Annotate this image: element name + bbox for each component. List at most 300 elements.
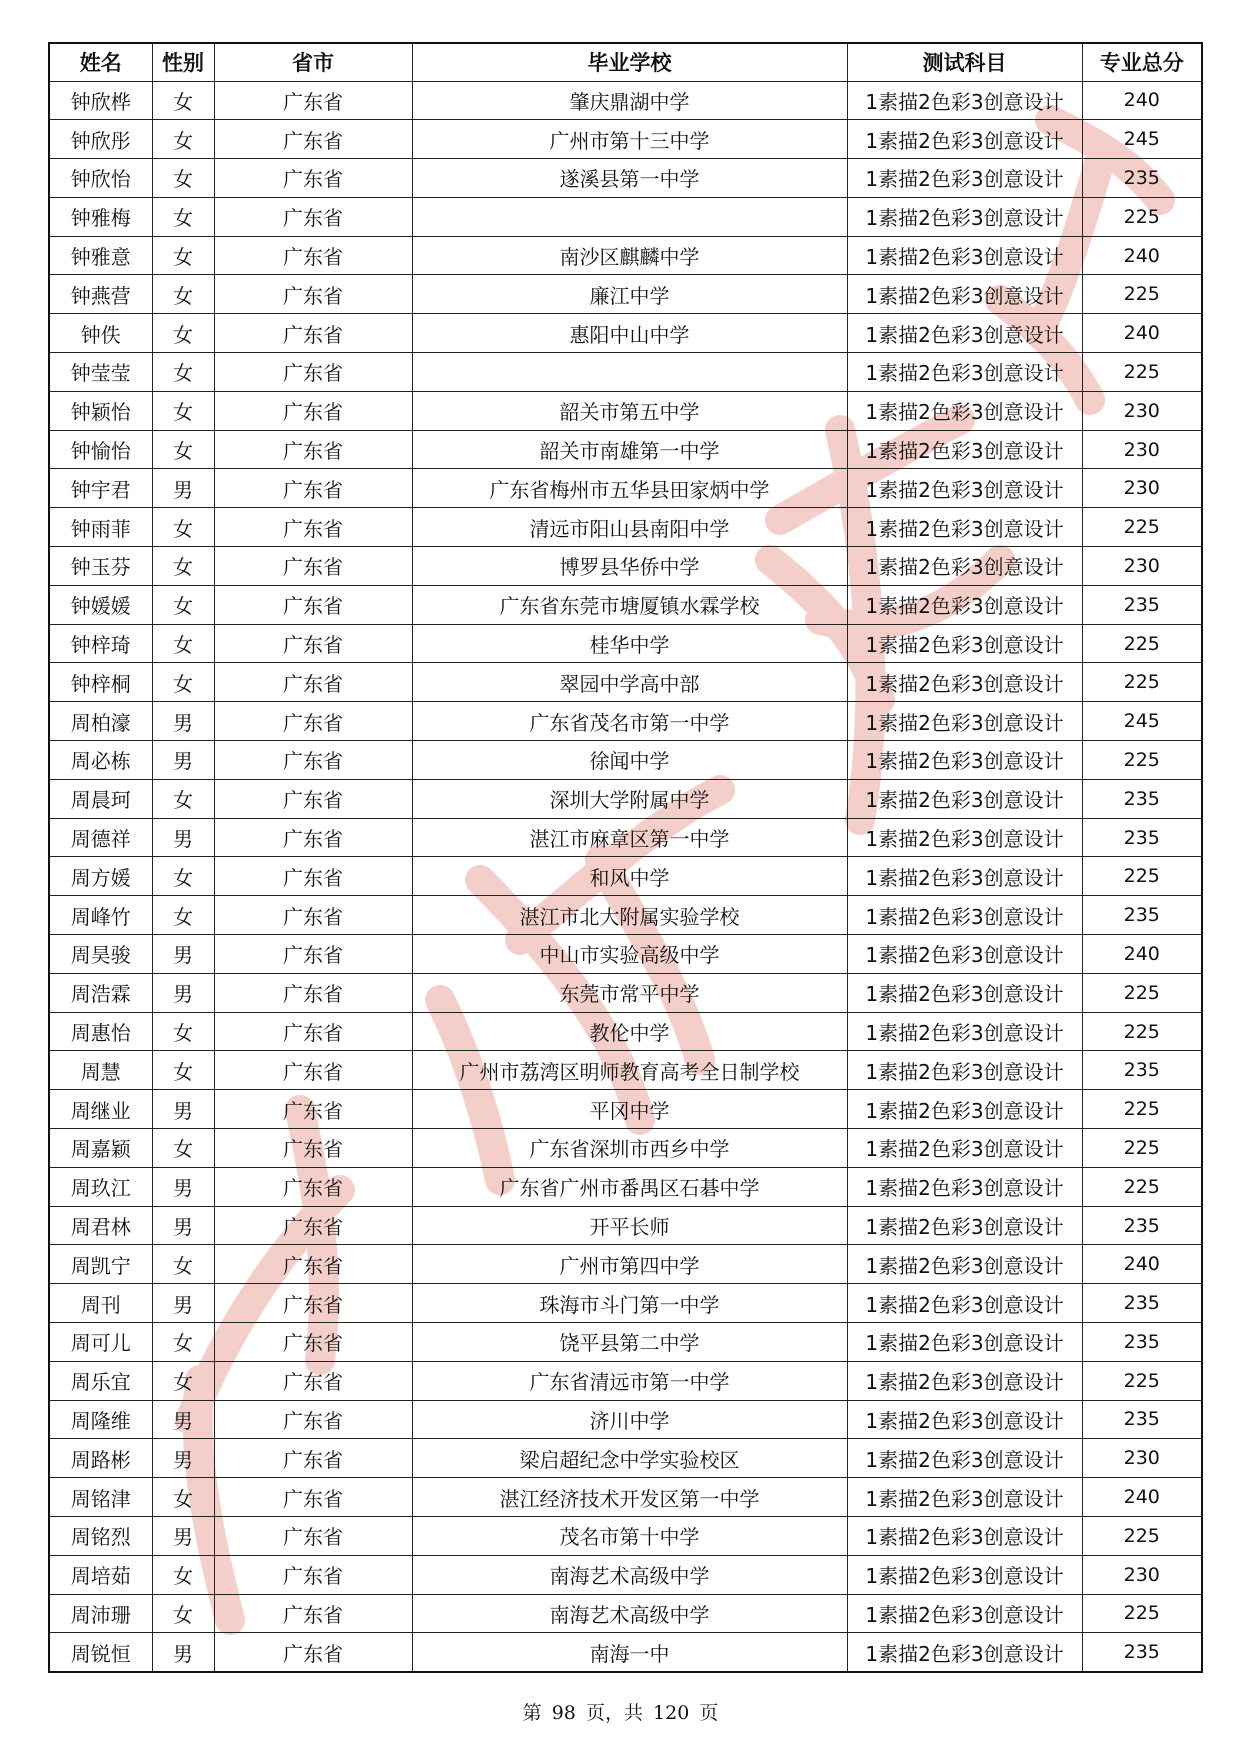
cell-province: 广东省 (214, 81, 412, 120)
cell-province: 广东省 (214, 1361, 412, 1400)
cell-gender: 女 (152, 896, 214, 935)
cell-name: 周柏濠 (49, 702, 152, 741)
cell-subjects: 1素描2色彩3创意设计 (847, 353, 1082, 392)
cell-province: 广东省 (214, 197, 412, 236)
cell-province: 广东省 (214, 663, 412, 702)
table-row (49, 81, 1202, 120)
cell-province: 广东省 (214, 314, 412, 353)
cell-total-score: 225 (1082, 508, 1202, 547)
cell-gender: 女 (152, 508, 214, 547)
cell-province: 广东省 (214, 1245, 412, 1284)
cell-gender: 女 (152, 120, 214, 159)
cell-school: 韶关市南雄第一中学 (412, 430, 847, 469)
table-row (49, 973, 1202, 1012)
cell-province: 广东省 (214, 741, 412, 780)
cell-name: 钟梓桐 (49, 663, 152, 702)
table-row (49, 624, 1202, 663)
cell-gender: 女 (152, 1012, 214, 1051)
cell-school: 广东省东莞市塘厦镇水霖学校 (412, 585, 847, 624)
table-row (49, 469, 1202, 508)
table-row (49, 236, 1202, 275)
cell-province: 广东省 (214, 508, 412, 547)
cell-total-score: 225 (1082, 1594, 1202, 1633)
cell-subjects: 1素描2色彩3创意设计 (847, 1439, 1082, 1478)
table-row (49, 741, 1202, 780)
footer-page-number: 98 (551, 1702, 576, 1724)
page-footer (0, 1698, 1241, 1725)
cell-province: 广东省 (214, 896, 412, 935)
cell-name: 钟宇君 (49, 469, 152, 508)
cell-total-score: 245 (1082, 120, 1202, 159)
cell-gender: 男 (152, 1516, 214, 1555)
cell-subjects: 1素描2色彩3创意设计 (847, 1051, 1082, 1090)
table-row (49, 1284, 1202, 1323)
cell-province: 广东省 (214, 275, 412, 314)
cell-gender: 男 (152, 741, 214, 780)
cell-gender: 男 (152, 469, 214, 508)
cell-name: 周昊骏 (49, 935, 152, 974)
cell-total-score: 225 (1082, 1167, 1202, 1206)
cell-gender: 女 (152, 81, 214, 120)
cell-province: 广东省 (214, 1284, 412, 1323)
table-row (49, 1633, 1202, 1672)
cell-gender: 女 (152, 1245, 214, 1284)
table-row (49, 547, 1202, 586)
table-row (49, 1439, 1202, 1478)
cell-total-score: 225 (1082, 624, 1202, 663)
cell-name: 钟雅意 (49, 236, 152, 275)
table-row (49, 275, 1202, 314)
cell-total-score: 230 (1082, 391, 1202, 430)
cell-name: 周晨珂 (49, 779, 152, 818)
cell-school: 肇庆鼎湖中学 (412, 81, 847, 120)
cell-gender: 女 (152, 159, 214, 198)
cell-total-score: 225 (1082, 1516, 1202, 1555)
cell-name: 钟媛媛 (49, 585, 152, 624)
table-row (49, 663, 1202, 702)
cell-gender: 女 (152, 275, 214, 314)
cell-province: 广东省 (214, 1167, 412, 1206)
cell-school: 桂华中学 (412, 624, 847, 663)
cell-school: 徐闻中学 (412, 741, 847, 780)
cell-name: 周德祥 (49, 818, 152, 857)
table-body (49, 81, 1202, 1672)
cell-school: 中山市实验高级中学 (412, 935, 847, 974)
cell-subjects: 1素描2色彩3创意设计 (847, 469, 1082, 508)
cell-total-score: 240 (1082, 81, 1202, 120)
cell-gender: 女 (152, 430, 214, 469)
cell-total-score: 225 (1082, 197, 1202, 236)
cell-total-score: 225 (1082, 663, 1202, 702)
cell-name: 周路彬 (49, 1439, 152, 1478)
cell-school: 广东省深圳市西乡中学 (412, 1129, 847, 1168)
cell-school: 南海艺术高级中学 (412, 1594, 847, 1633)
table-row (49, 353, 1202, 392)
cell-total-score: 245 (1082, 702, 1202, 741)
table-row (49, 857, 1202, 896)
cell-total-score: 240 (1082, 1478, 1202, 1517)
cell-school: 湛江经济技术开发区第一中学 (412, 1478, 847, 1517)
table-row (49, 159, 1202, 198)
cell-province: 广东省 (214, 1555, 412, 1594)
cell-total-score: 235 (1082, 818, 1202, 857)
cell-school: 东莞市常平中学 (412, 973, 847, 1012)
cell-gender: 男 (152, 818, 214, 857)
table-row (49, 1051, 1202, 1090)
cell-name: 钟雨菲 (49, 508, 152, 547)
cell-school: 湛江市麻章区第一中学 (412, 818, 847, 857)
cell-total-score: 230 (1082, 1555, 1202, 1594)
cell-total-score: 235 (1082, 779, 1202, 818)
table-row (49, 1090, 1202, 1129)
cell-name: 周铭津 (49, 1478, 152, 1517)
cell-school: 清远市阳山县南阳中学 (412, 508, 847, 547)
cell-name: 周君林 (49, 1206, 152, 1245)
cell-name: 周继业 (49, 1090, 152, 1129)
cell-name: 钟梓琦 (49, 624, 152, 663)
cell-province: 广东省 (214, 120, 412, 159)
cell-name: 周锐恒 (49, 1633, 152, 1672)
header-subjects: 测试科目 (847, 43, 1082, 81)
cell-province: 广东省 (214, 702, 412, 741)
cell-school: 翠园中学高中部 (412, 663, 847, 702)
cell-gender: 女 (152, 624, 214, 663)
cell-name: 周方媛 (49, 857, 152, 896)
cell-total-score: 235 (1082, 896, 1202, 935)
cell-school: 广州市第四中学 (412, 1245, 847, 1284)
cell-province: 广东省 (214, 935, 412, 974)
cell-school: 珠海市斗门第一中学 (412, 1284, 847, 1323)
table-row (49, 391, 1202, 430)
cell-subjects: 1素描2色彩3创意设计 (847, 508, 1082, 547)
cell-subjects: 1素描2色彩3创意设计 (847, 275, 1082, 314)
cell-gender: 男 (152, 1400, 214, 1439)
header-row (49, 43, 1202, 81)
cell-subjects: 1素描2色彩3创意设计 (847, 1400, 1082, 1439)
table-row (49, 1245, 1202, 1284)
header-school: 毕业学校 (412, 43, 847, 81)
cell-province: 广东省 (214, 1129, 412, 1168)
cell-gender: 男 (152, 1090, 214, 1129)
admission-table-sheet (48, 42, 1201, 1673)
cell-province: 广东省 (214, 547, 412, 586)
cell-school: 广东省广州市番禺区石碁中学 (412, 1167, 847, 1206)
cell-subjects: 1素描2色彩3创意设计 (847, 1478, 1082, 1517)
cell-subjects: 1素描2色彩3创意设计 (847, 1245, 1082, 1284)
cell-total-score: 240 (1082, 236, 1202, 275)
cell-subjects: 1素描2色彩3创意设计 (847, 1012, 1082, 1051)
table-row (49, 818, 1202, 857)
cell-subjects: 1素描2色彩3创意设计 (847, 1594, 1082, 1633)
cell-school: 济川中学 (412, 1400, 847, 1439)
cell-school: 南海一中 (412, 1633, 847, 1672)
cell-school: 广州市荔湾区明师教育高考全日制学校 (412, 1051, 847, 1090)
table-row (49, 1323, 1202, 1362)
cell-province: 广东省 (214, 1516, 412, 1555)
cell-province: 广东省 (214, 1206, 412, 1245)
score-table (48, 42, 1203, 1673)
cell-subjects: 1素描2色彩3创意设计 (847, 1129, 1082, 1168)
table-row (49, 1594, 1202, 1633)
cell-subjects: 1素描2色彩3创意设计 (847, 973, 1082, 1012)
cell-gender: 女 (152, 1129, 214, 1168)
cell-total-score: 235 (1082, 1206, 1202, 1245)
cell-name: 钟颖怡 (49, 391, 152, 430)
cell-school (412, 197, 847, 236)
cell-gender: 男 (152, 702, 214, 741)
cell-subjects: 1素描2色彩3创意设计 (847, 702, 1082, 741)
table-row (49, 896, 1202, 935)
cell-name: 周铭烈 (49, 1516, 152, 1555)
cell-total-score: 235 (1082, 159, 1202, 198)
cell-gender: 女 (152, 236, 214, 275)
cell-school: 湛江市北大附属实验学校 (412, 896, 847, 935)
cell-total-score: 235 (1082, 1051, 1202, 1090)
cell-province: 广东省 (214, 818, 412, 857)
cell-subjects: 1素描2色彩3创意设计 (847, 197, 1082, 236)
table-row (49, 430, 1202, 469)
header-total-score: 专业总分 (1082, 43, 1202, 81)
cell-name: 周培茹 (49, 1555, 152, 1594)
cell-school: 廉江中学 (412, 275, 847, 314)
cell-province: 广东省 (214, 857, 412, 896)
cell-school: 广州市第十三中学 (412, 120, 847, 159)
cell-subjects: 1素描2色彩3创意设计 (847, 624, 1082, 663)
cell-name: 周慧 (49, 1051, 152, 1090)
cell-gender: 女 (152, 1361, 214, 1400)
cell-gender: 男 (152, 1206, 214, 1245)
cell-total-score: 240 (1082, 935, 1202, 974)
cell-total-score: 235 (1082, 1323, 1202, 1362)
cell-name: 钟玉芬 (49, 547, 152, 586)
cell-name: 周隆维 (49, 1400, 152, 1439)
cell-total-score: 235 (1082, 1633, 1202, 1672)
cell-gender: 女 (152, 585, 214, 624)
cell-subjects: 1素描2色彩3创意设计 (847, 857, 1082, 896)
cell-province: 广东省 (214, 1633, 412, 1672)
cell-province: 广东省 (214, 391, 412, 430)
footer-middle: 页，共 (585, 1702, 643, 1724)
table-row (49, 1012, 1202, 1051)
footer-total-pages: 120 (653, 1702, 690, 1724)
table-row (49, 1167, 1202, 1206)
cell-province: 广东省 (214, 1400, 412, 1439)
cell-province: 广东省 (214, 1478, 412, 1517)
cell-subjects: 1素描2色彩3创意设计 (847, 547, 1082, 586)
cell-school: 梁启超纪念中学实验校区 (412, 1439, 847, 1478)
table-row (49, 1129, 1202, 1168)
cell-gender: 女 (152, 1594, 214, 1633)
cell-total-score: 225 (1082, 973, 1202, 1012)
cell-total-score: 225 (1082, 353, 1202, 392)
table-row (49, 120, 1202, 159)
cell-name: 钟燕营 (49, 275, 152, 314)
cell-school: 广东省梅州市五华县田家炳中学 (412, 469, 847, 508)
cell-province: 广东省 (214, 469, 412, 508)
cell-name: 周刊 (49, 1284, 152, 1323)
cell-subjects: 1素描2色彩3创意设计 (847, 896, 1082, 935)
cell-subjects: 1素描2色彩3创意设计 (847, 236, 1082, 275)
cell-gender: 男 (152, 1439, 214, 1478)
cell-gender: 女 (152, 353, 214, 392)
cell-name: 钟愉怡 (49, 430, 152, 469)
cell-school: 博罗县华侨中学 (412, 547, 847, 586)
cell-subjects: 1素描2色彩3创意设计 (847, 1361, 1082, 1400)
cell-province: 广东省 (214, 353, 412, 392)
cell-name: 周凯宁 (49, 1245, 152, 1284)
cell-province: 广东省 (214, 779, 412, 818)
cell-total-score: 240 (1082, 1245, 1202, 1284)
cell-subjects: 1素描2色彩3创意设计 (847, 1284, 1082, 1323)
cell-subjects: 1素描2色彩3创意设计 (847, 585, 1082, 624)
cell-school: 韶关市第五中学 (412, 391, 847, 430)
cell-subjects: 1素描2色彩3创意设计 (847, 1206, 1082, 1245)
cell-province: 广东省 (214, 236, 412, 275)
cell-gender: 男 (152, 1167, 214, 1206)
table-row (49, 508, 1202, 547)
cell-school: 深圳大学附属中学 (412, 779, 847, 818)
cell-total-score: 225 (1082, 275, 1202, 314)
cell-total-score: 225 (1082, 1361, 1202, 1400)
table-row (49, 935, 1202, 974)
cell-name: 钟雅梅 (49, 197, 152, 236)
cell-total-score: 235 (1082, 1284, 1202, 1323)
cell-total-score: 230 (1082, 547, 1202, 586)
cell-name: 周峰竹 (49, 896, 152, 935)
table-row (49, 1361, 1202, 1400)
cell-subjects: 1素描2色彩3创意设计 (847, 120, 1082, 159)
cell-gender: 女 (152, 547, 214, 586)
cell-school: 平冈中学 (412, 1090, 847, 1129)
cell-province: 广东省 (214, 430, 412, 469)
cell-school: 广东省清远市第一中学 (412, 1361, 847, 1400)
cell-name: 周浩霖 (49, 973, 152, 1012)
table-row (49, 197, 1202, 236)
cell-gender: 女 (152, 857, 214, 896)
cell-subjects: 1素描2色彩3创意设计 (847, 818, 1082, 857)
cell-gender: 女 (152, 1323, 214, 1362)
cell-name: 钟佚 (49, 314, 152, 353)
cell-province: 广东省 (214, 159, 412, 198)
cell-subjects: 1素描2色彩3创意设计 (847, 1516, 1082, 1555)
cell-school: 教伦中学 (412, 1012, 847, 1051)
cell-name: 周嘉颖 (49, 1129, 152, 1168)
cell-total-score: 225 (1082, 1129, 1202, 1168)
cell-name: 周必栋 (49, 741, 152, 780)
cell-gender: 男 (152, 1284, 214, 1323)
table-row (49, 585, 1202, 624)
cell-province: 广东省 (214, 1594, 412, 1633)
cell-total-score: 230 (1082, 430, 1202, 469)
cell-name: 周沛珊 (49, 1594, 152, 1633)
cell-name: 周可儿 (49, 1323, 152, 1362)
cell-gender: 女 (152, 391, 214, 430)
cell-total-score: 230 (1082, 469, 1202, 508)
cell-gender: 女 (152, 1478, 214, 1517)
cell-province: 广东省 (214, 973, 412, 1012)
footer-prefix: 第 (522, 1702, 542, 1724)
header-name: 姓名 (49, 43, 152, 81)
cell-total-score: 235 (1082, 1400, 1202, 1439)
cell-gender: 女 (152, 779, 214, 818)
cell-total-score: 225 (1082, 857, 1202, 896)
table-row (49, 1478, 1202, 1517)
cell-subjects: 1素描2色彩3创意设计 (847, 159, 1082, 198)
cell-province: 广东省 (214, 1323, 412, 1362)
table-row (49, 1516, 1202, 1555)
cell-total-score: 225 (1082, 1090, 1202, 1129)
table-row (49, 779, 1202, 818)
cell-gender: 女 (152, 663, 214, 702)
cell-gender: 男 (152, 935, 214, 974)
header-gender: 性别 (152, 43, 214, 81)
cell-name: 周玖江 (49, 1167, 152, 1206)
cell-school: 遂溪县第一中学 (412, 159, 847, 198)
cell-gender: 女 (152, 197, 214, 236)
cell-total-score: 225 (1082, 1012, 1202, 1051)
cell-name: 钟欣桦 (49, 81, 152, 120)
cell-province: 广东省 (214, 1051, 412, 1090)
cell-school: 和风中学 (412, 857, 847, 896)
cell-subjects: 1素描2色彩3创意设计 (847, 935, 1082, 974)
table-row (49, 702, 1202, 741)
cell-gender: 男 (152, 1633, 214, 1672)
cell-province: 广东省 (214, 585, 412, 624)
footer-suffix: 页 (699, 1702, 719, 1724)
cell-school: 南沙区麒麟中学 (412, 236, 847, 275)
cell-subjects: 1素描2色彩3创意设计 (847, 391, 1082, 430)
cell-school: 茂名市第十中学 (412, 1516, 847, 1555)
cell-gender: 女 (152, 1051, 214, 1090)
cell-name: 周惠怡 (49, 1012, 152, 1051)
cell-subjects: 1素描2色彩3创意设计 (847, 1167, 1082, 1206)
cell-school: 南海艺术高级中学 (412, 1555, 847, 1594)
cell-province: 广东省 (214, 1439, 412, 1478)
cell-total-score: 225 (1082, 741, 1202, 780)
cell-name: 钟莹莹 (49, 353, 152, 392)
table-row (49, 314, 1202, 353)
cell-subjects: 1素描2色彩3创意设计 (847, 741, 1082, 780)
cell-school: 饶平县第二中学 (412, 1323, 847, 1362)
cell-province: 广东省 (214, 1012, 412, 1051)
cell-total-score: 235 (1082, 585, 1202, 624)
cell-total-score: 230 (1082, 1439, 1202, 1478)
cell-gender: 男 (152, 973, 214, 1012)
cell-subjects: 1素描2色彩3创意设计 (847, 1090, 1082, 1129)
cell-gender: 女 (152, 1555, 214, 1594)
cell-school: 广东省茂名市第一中学 (412, 702, 847, 741)
header-province: 省市 (214, 43, 412, 81)
table-row (49, 1555, 1202, 1594)
cell-school: 开平长师 (412, 1206, 847, 1245)
cell-school: 惠阳中山中学 (412, 314, 847, 353)
cell-gender: 女 (152, 314, 214, 353)
cell-subjects: 1素描2色彩3创意设计 (847, 1555, 1082, 1594)
cell-subjects: 1素描2色彩3创意设计 (847, 1633, 1082, 1672)
cell-subjects: 1素描2色彩3创意设计 (847, 314, 1082, 353)
cell-name: 周乐宜 (49, 1361, 152, 1400)
cell-school (412, 353, 847, 392)
table-row (49, 1206, 1202, 1245)
cell-subjects: 1素描2色彩3创意设计 (847, 1323, 1082, 1362)
cell-name: 钟欣怡 (49, 159, 152, 198)
cell-total-score: 240 (1082, 314, 1202, 353)
cell-subjects: 1素描2色彩3创意设计 (847, 779, 1082, 818)
cell-name: 钟欣彤 (49, 120, 152, 159)
cell-subjects: 1素描2色彩3创意设计 (847, 81, 1082, 120)
table-row (49, 1400, 1202, 1439)
cell-province: 广东省 (214, 1090, 412, 1129)
